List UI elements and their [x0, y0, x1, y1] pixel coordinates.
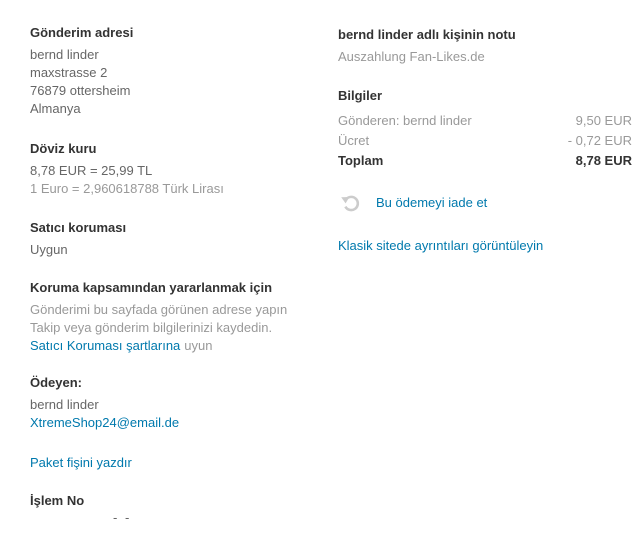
shipping-address-title: Gönderim adresi [30, 25, 134, 40]
refund-action-row [338, 191, 487, 214]
payment-info-section [338, 87, 632, 171]
shipping-address-section [30, 24, 310, 118]
payment-info-title: Bilgiler [338, 88, 383, 103]
exchange-rate: 8,78 EUR = 25,99 TL [30, 163, 153, 178]
payer-note-body: Auszahlung Fan-Likes.de [338, 49, 485, 64]
classic-site-row [338, 237, 543, 255]
shipping-street: maxstrasse 2 [30, 65, 108, 80]
refund-refresh-arrow-icon [339, 191, 362, 214]
fee-value: - 0,72 EUR [567, 133, 632, 148]
total-label: Toplam [338, 153, 384, 168]
shipping-city: 76879 ottersheim [30, 83, 131, 98]
gross-value: 9,50 EUR [575, 113, 632, 128]
seller-protection-terms-link[interactable]: Satıcı Koruması şartlarına [30, 338, 181, 353]
payer-email-link[interactable]: XtremeShop24@email.de [30, 415, 180, 430]
classic-site-details-link[interactable]: Klasik sitede ayrıntıları görüntüleyin [338, 238, 544, 253]
protection-step-3-suffix: uyun [184, 338, 213, 353]
exchange-rate-detail: 1 Euro = 2,960618788 Türk Lirası [30, 181, 224, 196]
total-value: 8,78 EUR [575, 153, 632, 168]
payer-title: Ödeyen: [30, 375, 83, 390]
protection-steps-title: Koruma kapsamından yararlanmak için [30, 280, 273, 295]
gross-label: Gönderen: bernd linder [338, 113, 472, 128]
protection-step-1: Gönderimi bu sayfada görünen adrese yapın [30, 302, 288, 317]
payer-note-title: bernd linder adlı kişinin notu [338, 27, 516, 42]
payment-info-row-fee [338, 131, 632, 151]
exchange-rate-section [30, 140, 310, 198]
refund-payment-link[interactable]: Bu ödemeyi iade et [376, 194, 488, 210]
shipping-name: bernd linder [30, 47, 99, 62]
print-packing-slip-link[interactable]: Paket fişini yazdır [30, 455, 132, 470]
payer-name: bernd linder [30, 397, 99, 412]
protection-step-3 [30, 337, 330, 355]
fee-label: Ücret [338, 133, 370, 148]
payment-info-row-gross [338, 111, 632, 131]
protection-steps-section [30, 279, 330, 355]
shipping-country: Almanya [30, 101, 81, 116]
payer-note-section [338, 26, 632, 66]
payment-info-row-total [338, 151, 632, 171]
transaction-id-section [30, 492, 310, 514]
payer-section [30, 374, 310, 432]
exchange-rate-title: Döviz kuru [30, 141, 97, 156]
seller-protection-title: Satıcı koruması [30, 220, 127, 235]
print-packing-slip-row [30, 454, 132, 472]
seller-protection-section [30, 219, 310, 259]
seller-protection-status: Uygun [30, 242, 68, 257]
transaction-id-title: İşlem No [30, 493, 85, 508]
protection-step-2: Takip veya gönderim bilgilerinizi kaydedin. [30, 320, 273, 335]
transaction-id-clipped-value: - - [113, 510, 132, 525]
